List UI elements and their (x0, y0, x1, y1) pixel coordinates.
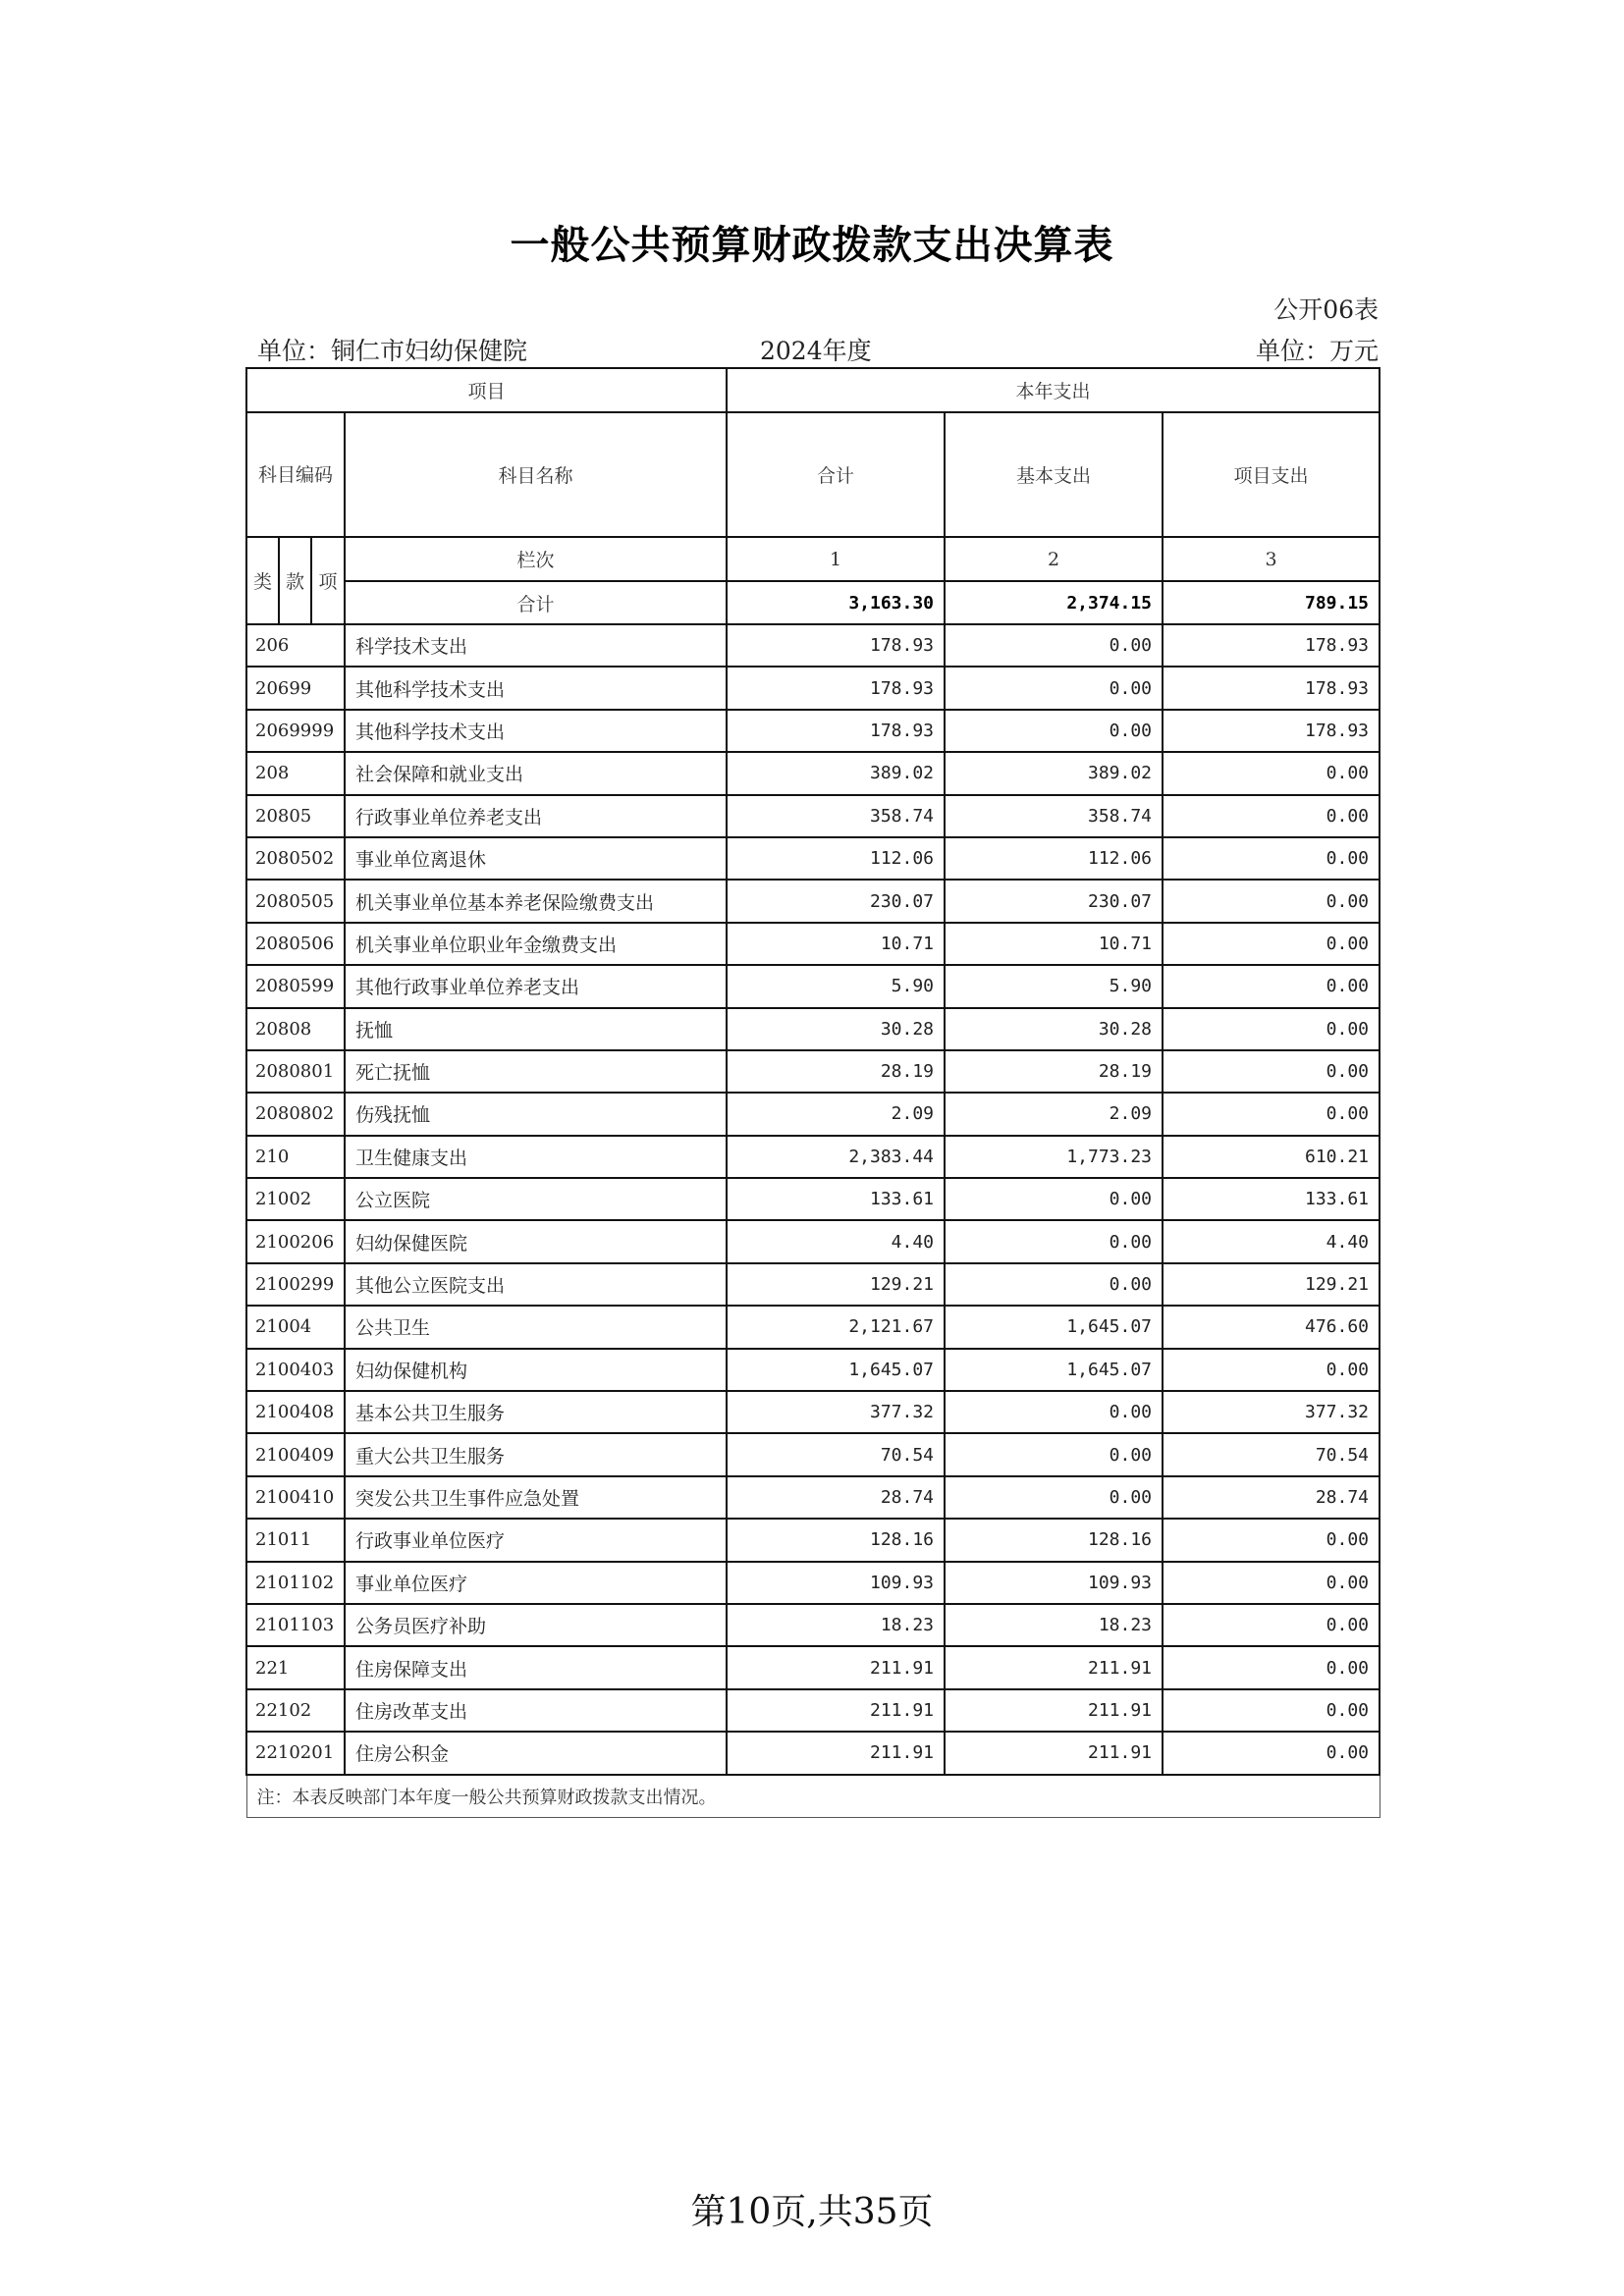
table-row (246, 1263, 1380, 1306)
amount-project: 129.21 (1163, 1263, 1380, 1306)
header-col-3: 3 (1163, 537, 1380, 581)
subject-code: 2100409 (246, 1433, 345, 1475)
amount-total: 28.19 (727, 1050, 945, 1093)
amount-basic: 0.00 (945, 1263, 1163, 1306)
amount-total: 30.28 (727, 1008, 945, 1050)
header-xiang: 项 (311, 537, 345, 624)
amount-total: 2.09 (727, 1093, 945, 1135)
subject-name: 机关事业单位基本养老保险缴费支出 (345, 880, 727, 922)
subject-code: 2100299 (246, 1263, 345, 1306)
table-row (246, 1562, 1380, 1604)
amount-total: 389.02 (727, 752, 945, 794)
subject-name: 重大公共卫生服务 (345, 1433, 727, 1475)
subject-code: 20808 (246, 1008, 345, 1050)
amount-project: 377.32 (1163, 1391, 1380, 1433)
total-basic: 2,374.15 (945, 581, 1163, 624)
table-row (246, 1433, 1380, 1475)
amount-project: 0.00 (1163, 965, 1380, 1007)
amount-total: 211.91 (727, 1646, 945, 1688)
amount-project: 0.00 (1163, 1732, 1380, 1774)
subject-code: 2101103 (246, 1604, 345, 1646)
amount-project: 178.93 (1163, 667, 1380, 709)
subject-code: 22102 (246, 1689, 345, 1732)
subject-code: 2080801 (246, 1050, 345, 1093)
amount-total: 112.06 (727, 837, 945, 880)
document-title: 一般公共预算财政拨款支出决算表 (510, 223, 1114, 268)
amount-basic: 211.91 (945, 1689, 1163, 1732)
table-row (246, 1136, 1380, 1178)
header-subject-code: 科目编码 (246, 412, 345, 537)
table-row (246, 1646, 1380, 1688)
amount-total: 2,121.67 (727, 1306, 945, 1348)
amount-project: 610.21 (1163, 1136, 1380, 1178)
amount-basic: 0.00 (945, 1220, 1163, 1262)
header-total: 合计 (727, 412, 945, 537)
header-row-2 (246, 412, 1380, 537)
subject-name: 其他科学技术支出 (345, 710, 727, 752)
amount-basic: 0.00 (945, 1476, 1163, 1519)
amount-project: 0.00 (1163, 1008, 1380, 1050)
amount-basic: 128.16 (945, 1519, 1163, 1561)
amount-basic: 1,645.07 (945, 1349, 1163, 1391)
subject-code: 2100410 (246, 1476, 345, 1519)
header-col-1: 1 (727, 537, 945, 581)
table-row (246, 1008, 1380, 1050)
table-row (246, 1732, 1380, 1774)
subject-name: 妇幼保健机构 (345, 1349, 727, 1391)
amount-project: 0.00 (1163, 752, 1380, 794)
subject-name: 科学技术支出 (345, 624, 727, 667)
subject-name: 抚恤 (345, 1008, 727, 1050)
subject-code: 2100408 (246, 1391, 345, 1433)
amount-project: 0.00 (1163, 923, 1380, 965)
subject-name: 基本公共卫生服务 (345, 1391, 727, 1433)
table-row (246, 795, 1380, 837)
amount-total: 133.61 (727, 1178, 945, 1220)
subject-code: 2210201 (246, 1732, 345, 1774)
amount-total: 178.93 (727, 624, 945, 667)
amount-project: 0.00 (1163, 1562, 1380, 1604)
header-column-index-label: 栏次 (345, 537, 727, 581)
header-row-column-index (246, 537, 1380, 581)
subject-name: 其他行政事业单位养老支出 (345, 965, 727, 1007)
table-row (246, 1178, 1380, 1220)
table-row (246, 1220, 1380, 1262)
table-row (246, 837, 1380, 880)
subject-name: 事业单位离退休 (345, 837, 727, 880)
header-project-expense: 项目支出 (1163, 412, 1380, 537)
header-basic-expense: 基本支出 (945, 412, 1163, 537)
total-project: 789.15 (1163, 581, 1380, 624)
amount-basic: 1,645.07 (945, 1306, 1163, 1348)
amount-project: 0.00 (1163, 1604, 1380, 1646)
subject-code: 2069999 (246, 710, 345, 752)
subject-name: 突发公共卫生事件应急处置 (345, 1476, 727, 1519)
subject-code: 2080599 (246, 965, 345, 1007)
table-row (246, 1604, 1380, 1646)
header-row-1 (246, 368, 1380, 412)
header-current-year-expense: 本年支出 (727, 368, 1380, 412)
subject-name: 机关事业单位职业年金缴费支出 (345, 923, 727, 965)
subject-name: 妇幼保健医院 (345, 1220, 727, 1262)
page-indicator: 第10页,共35页 (690, 2192, 934, 2232)
amount-total: 178.93 (727, 667, 945, 709)
total-label: 合计 (345, 581, 727, 624)
subject-code: 2080502 (246, 837, 345, 880)
subject-name: 社会保障和就业支出 (345, 752, 727, 794)
subject-name: 其他科学技术支出 (345, 667, 727, 709)
amount-basic: 0.00 (945, 624, 1163, 667)
amount-project: 178.93 (1163, 624, 1380, 667)
subject-code: 2100206 (246, 1220, 345, 1262)
subject-name: 公务员医疗补助 (345, 1604, 727, 1646)
amount-project: 0.00 (1163, 1093, 1380, 1135)
amount-basic: 1,773.23 (945, 1136, 1163, 1178)
subject-code: 21011 (246, 1519, 345, 1561)
total-row (246, 581, 1380, 624)
subject-name: 伤残抚恤 (345, 1093, 727, 1135)
table-row (246, 1349, 1380, 1391)
amount-project: 0.00 (1163, 1689, 1380, 1732)
table-row (246, 1306, 1380, 1348)
table-row (246, 624, 1380, 667)
amount-total: 28.74 (727, 1476, 945, 1519)
amount-project: 476.60 (1163, 1306, 1380, 1348)
amount-basic: 0.00 (945, 710, 1163, 752)
amount-total: 5.90 (727, 965, 945, 1007)
amount-total: 70.54 (727, 1433, 945, 1475)
amount-total: 230.07 (727, 880, 945, 922)
expenditure-table (245, 367, 1380, 1818)
amount-basic: 0.00 (945, 1178, 1163, 1220)
header-kuan: 款 (279, 537, 311, 624)
subject-name: 住房改革支出 (345, 1689, 727, 1732)
amount-project: 133.61 (1163, 1178, 1380, 1220)
subject-name: 公立医院 (345, 1178, 727, 1220)
amount-total: 1,645.07 (727, 1349, 945, 1391)
subject-code: 210 (246, 1136, 345, 1178)
amount-project: 28.74 (1163, 1476, 1380, 1519)
subject-code: 221 (246, 1646, 345, 1688)
currency-unit: 单位：万元 (1255, 337, 1379, 365)
amount-total: 4.40 (727, 1220, 945, 1262)
amount-basic: 0.00 (945, 667, 1163, 709)
subject-code: 206 (246, 624, 345, 667)
table-row (246, 1519, 1380, 1561)
amount-project: 4.40 (1163, 1220, 1380, 1262)
amount-basic: 0.00 (945, 1433, 1163, 1475)
subject-code: 2101102 (246, 1562, 345, 1604)
table-row (246, 710, 1380, 752)
amount-basic: 109.93 (945, 1562, 1163, 1604)
subject-name: 住房保障支出 (345, 1646, 727, 1688)
amount-basic: 211.91 (945, 1732, 1163, 1774)
amount-total: 129.21 (727, 1263, 945, 1306)
table-row (246, 1391, 1380, 1433)
amount-total: 211.91 (727, 1732, 945, 1774)
subject-name: 行政事业单位医疗 (345, 1519, 727, 1561)
subject-name: 卫生健康支出 (345, 1136, 727, 1178)
amount-project: 0.00 (1163, 1050, 1380, 1093)
subject-code: 2100403 (246, 1349, 345, 1391)
subject-code: 21004 (246, 1306, 345, 1348)
amount-basic: 389.02 (945, 752, 1163, 794)
amount-total: 10.71 (727, 923, 945, 965)
subject-name: 死亡抚恤 (345, 1050, 727, 1093)
amount-project: 178.93 (1163, 710, 1380, 752)
amount-total: 211.91 (727, 1689, 945, 1732)
table-row (246, 1050, 1380, 1093)
amount-project: 0.00 (1163, 1646, 1380, 1688)
amount-basic: 2.09 (945, 1093, 1163, 1135)
header-lei: 类 (246, 537, 279, 624)
amount-basic: 28.19 (945, 1050, 1163, 1093)
table-row (246, 923, 1380, 965)
amount-basic: 230.07 (945, 880, 1163, 922)
form-number: 公开06表 (1273, 295, 1379, 324)
header-project: 项目 (246, 368, 727, 412)
amount-basic: 358.74 (945, 795, 1163, 837)
amount-project: 0.00 (1163, 837, 1380, 880)
table-row (246, 965, 1380, 1007)
table-row (246, 880, 1380, 922)
amount-project: 70.54 (1163, 1433, 1380, 1475)
amount-basic: 30.28 (945, 1008, 1163, 1050)
amount-project: 0.00 (1163, 795, 1380, 837)
amount-project: 0.00 (1163, 1519, 1380, 1561)
amount-total: 18.23 (727, 1604, 945, 1646)
subject-name: 住房公积金 (345, 1732, 727, 1774)
header-subject-name: 科目名称 (345, 412, 727, 537)
amount-basic: 112.06 (945, 837, 1163, 880)
subject-code: 2080506 (246, 923, 345, 965)
subject-code: 2080802 (246, 1093, 345, 1135)
table-row (246, 1476, 1380, 1519)
subject-code: 20699 (246, 667, 345, 709)
subject-code: 208 (246, 752, 345, 794)
table-note: 注：本表反映部门本年度一般公共预算财政拨款支出情况。 (246, 1775, 1380, 1818)
amount-project: 0.00 (1163, 1349, 1380, 1391)
amount-basic: 0.00 (945, 1391, 1163, 1433)
amount-total: 377.32 (727, 1391, 945, 1433)
subject-name: 公共卫生 (345, 1306, 727, 1348)
amount-total: 178.93 (727, 710, 945, 752)
amount-total: 2,383.44 (727, 1136, 945, 1178)
subject-code: 2080505 (246, 880, 345, 922)
table-row (246, 1689, 1380, 1732)
table-row (246, 667, 1380, 709)
amount-total: 128.16 (727, 1519, 945, 1561)
subject-code: 20805 (246, 795, 345, 837)
amount-basic: 10.71 (945, 923, 1163, 965)
amount-basic: 5.90 (945, 965, 1163, 1007)
subject-name: 其他公立医院支出 (345, 1263, 727, 1306)
table-row (246, 1093, 1380, 1135)
note-row (246, 1775, 1380, 1818)
fiscal-year: 2024年度 (760, 337, 872, 365)
amount-total: 358.74 (727, 795, 945, 837)
table-row (246, 752, 1380, 794)
amount-basic: 18.23 (945, 1604, 1163, 1646)
reporting-unit: 单位：铜仁市妇幼保健院 (257, 337, 528, 365)
amount-project: 0.00 (1163, 880, 1380, 922)
amount-total: 109.93 (727, 1562, 945, 1604)
meta-row (257, 332, 1379, 363)
total-sum: 3,163.30 (727, 581, 945, 624)
subject-code: 21002 (246, 1178, 345, 1220)
subject-name: 事业单位医疗 (345, 1562, 727, 1604)
header-col-2: 2 (945, 537, 1163, 581)
subject-name: 行政事业单位养老支出 (345, 795, 727, 837)
amount-basic: 211.91 (945, 1646, 1163, 1688)
